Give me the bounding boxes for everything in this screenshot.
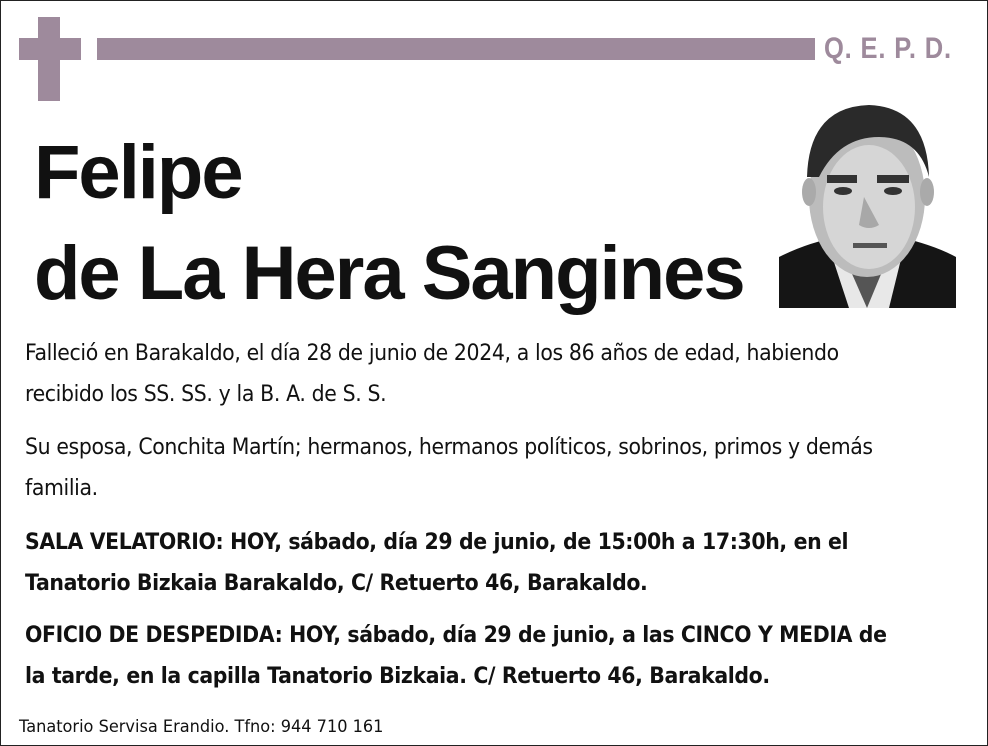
- portrait-photo: [779, 97, 956, 308]
- family-text: Su esposa, Conchita Martín; hermanos, hermanos políticos, sobrinos, primos y demás familia.: [25, 435, 873, 501]
- wake-info: SALA VELATORIO: HOY, sábado, día 29 de junio, de 15:00h a 17:30h, en el Tanatorio Bizkaia Barakaldo, C/ Retuerto 46, Barakaldo.: [25, 530, 849, 596]
- qepd-label: Q. E. P. D.: [824, 32, 952, 65]
- header-bar: [97, 38, 815, 60]
- funeral-service-info: OFICIO DE DESPEDIDA: HOY, sábado, día 29 de junio, a las CINCO Y MEDIA de la tarde, en la capilla Tanatorio Bizkaia. C/ Retuerto 46, Barakaldo.: [25, 623, 887, 689]
- funeral-home-footer: Tanatorio Servisa Erandio. Tfno: 944 710 161: [19, 717, 384, 737]
- cross-icon-arm: [19, 38, 81, 60]
- deceased-surname: de La Hera Sangines: [34, 231, 744, 316]
- death-notice-text: Falleció en Barakaldo, el día 28 de junio de 2024, a los 86 años de edad, habiendo recibido los SS. SS. y la B. A. de S. S.: [25, 341, 839, 407]
- deceased-first-name: Felipe: [34, 130, 242, 215]
